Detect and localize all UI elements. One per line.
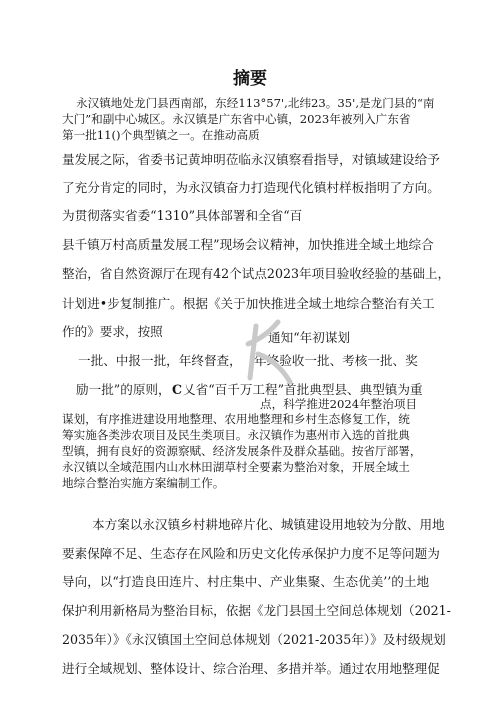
para1-line4: 量发展之际，省委书记黄坤明莅临永汉镇察看指导，对镇域建设给予 (62, 152, 440, 167)
para1-line5: 了充分肯定的同时，为永汉镇奋力打造现代化镇村样板指明了方向。 (62, 180, 440, 195)
para1-line3: 第一批11()个典型镇之一。在推动高质 (62, 128, 260, 142)
para1-line11b: 年终验收一批、考核一批、奖 (254, 353, 418, 368)
para1-line13: 点，科学推进2024年整治项目 (260, 397, 418, 411)
para1-line2: 大门”和副中心城区。永汉镇是广东省中心镇，2023年被列入广东省 (62, 112, 411, 126)
para2-line3: 导向，以“打造良田连片、村庄集中、产业集聚、生态优美’’的土地 (62, 574, 430, 589)
para1-line6: 为贯彻落实省委“1310”具体部署和全省“百 (62, 208, 303, 223)
para1-line12b: 乂省“百千万工程”首批典型县、典型镇为重 (183, 382, 423, 397)
para2-line1: 本方案以永汉镇乡村耕地碎片化、城镇建设用地较为分散、用地 (92, 517, 445, 532)
watermark-mark (238, 318, 298, 388)
para1-line1: 永汉镇地处龙门县西南部，东经113°57',北纬23。35',是龙门县的“南 (76, 96, 435, 110)
para2-line2: 要素保障不足、生态存在风险和历史文化传承保护力度不足等问题为 (62, 546, 440, 561)
para1-line12a: 励一批”的原则， (76, 382, 171, 397)
para1-line15: 筹实施各类涉农项目及民生类项目。永汉镇作为惠州市入选的首批典 (62, 428, 410, 442)
para1-line17: 永汉镇以全域范围内山水林田湖草村全要素为整治对象，开展全域土 (62, 460, 410, 474)
para2-line5: 2035年）》《永汉镇国土空间总体规划（2021-2035年）》及村级规划 (62, 632, 446, 647)
para1-line10a: 作的》要求，按照 (62, 324, 163, 339)
para1-line14: 谋划，有序推进建设用地整理、农用地整理和乡村生态修复工作，统 (62, 412, 410, 426)
para1-line9: 计划进•步复制推广。根据《关于加快推进全域土地综合整治有关工 (62, 296, 435, 311)
para1-line10b: 通知“年初谋划 (268, 330, 351, 345)
para1-line11a: 一批、中报一批，年终督查， (78, 353, 242, 368)
para1-line7: 县千镇万村高质量发展工程”现场会议精神，加快推进全域土地综合 (62, 237, 434, 252)
para2-line6: 进行全域规划、整体设计、综合治理、多措并举。通过农用地整理促 (62, 661, 440, 676)
page-title: 摘要 (233, 69, 267, 89)
para1-line18: 地综合整治实施方案编制工作。 (62, 476, 225, 490)
para1-line16: 型镇，拥有良好的资源察赋、经济发展条件及群众基础。按省厅部署， (62, 444, 422, 458)
para1-line8: 整治，省自然资源厅在现有42个试点2023年项目验收经验的基础上， (62, 266, 451, 281)
para1-line12-c: C (172, 382, 183, 397)
para2-line4: 保护利用新格局为整治目标，依据《龙门县国土空间总体规划（2021- (62, 603, 451, 618)
